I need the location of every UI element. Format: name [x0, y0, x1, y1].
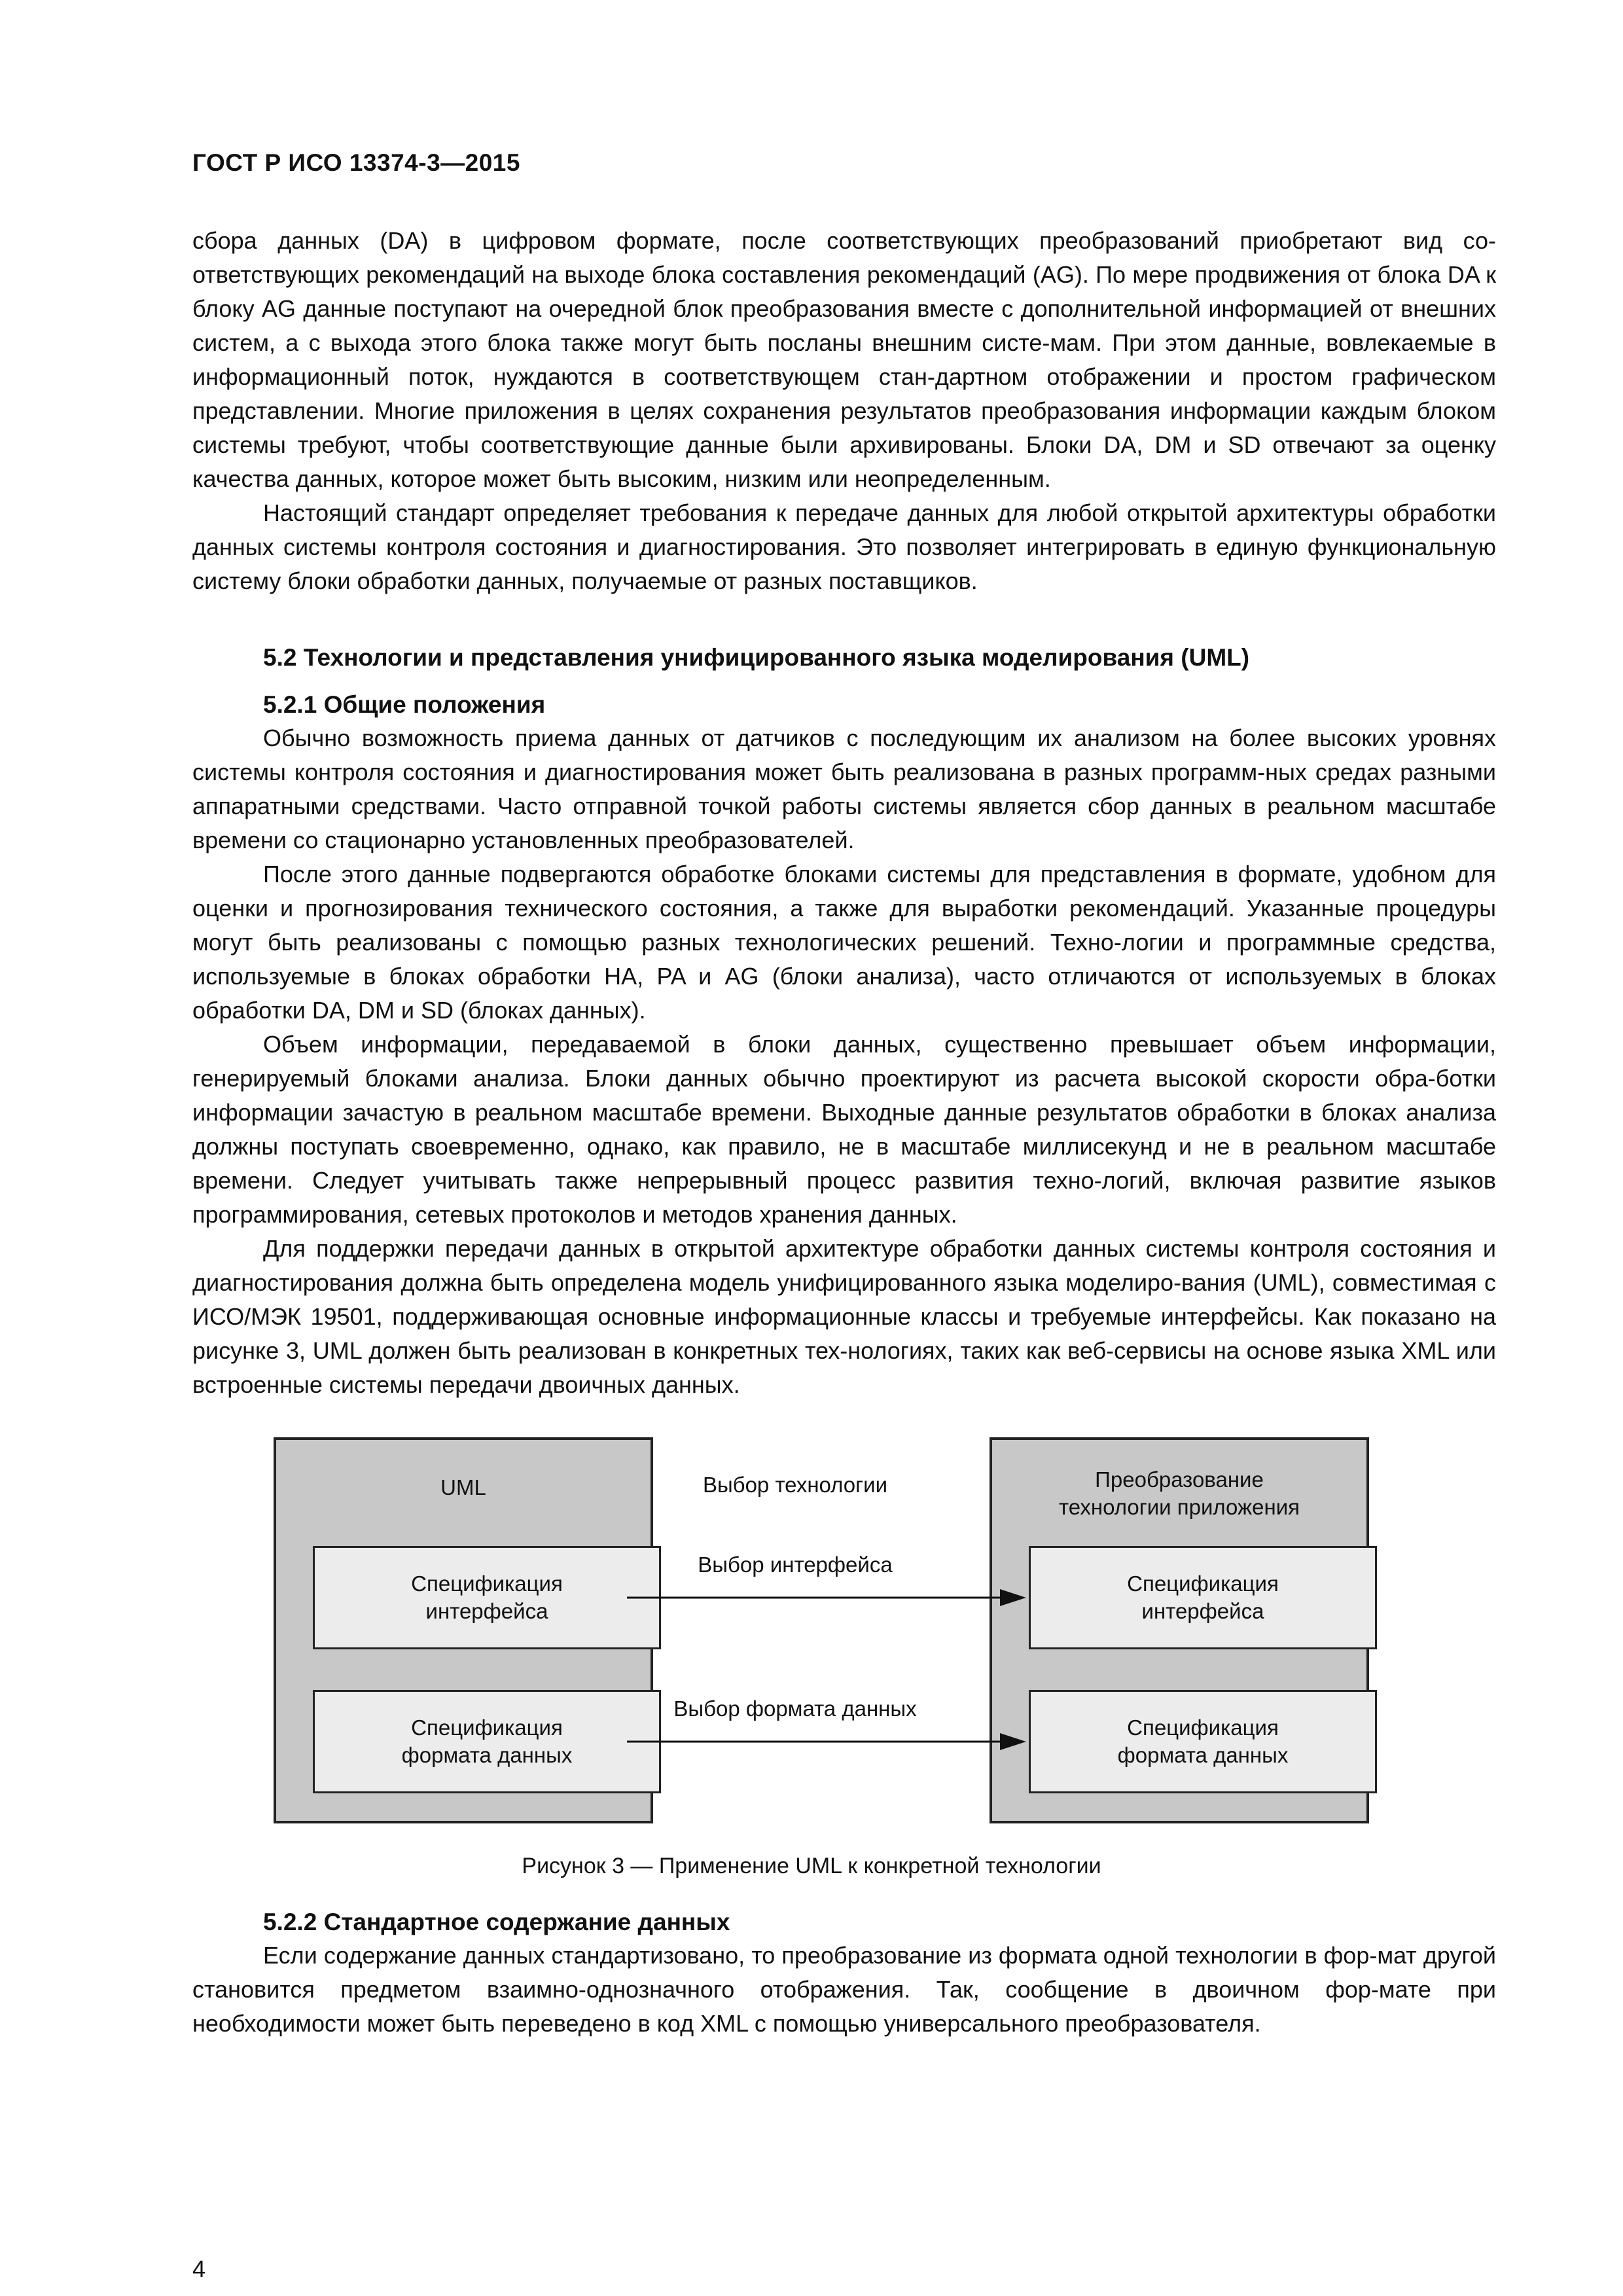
box-label-line: Спецификация — [1127, 1571, 1279, 1596]
paragraph: После этого данные подвергаются обработке блоками системы для представления в формате, удобном для оценки и прогнозирования технического состояния, а также для выработки рекомендаций. Указанные процедуры могут быть реализованы с помощью разных технологических решений. Техно-логии и программные средства, используемые в блоках обработки HA, PA и AG (блоки анализа), часто отличаются от используемых в блоках обработки DA, DM и SD (блоках данных). — [192, 861, 1496, 1024]
box-label-line: интерфейса — [425, 1599, 548, 1623]
figure-arrows — [274, 1437, 1310, 1830]
box-label-line: формата данных — [1117, 1743, 1289, 1767]
box-label-line: интерфейса — [1141, 1599, 1264, 1623]
paragraph: Объем информации, передаваемой в блоки данных, существенно превышает объем информации, генерируемый блоками анализа. Блоки данных обычно проектируют из расчета высокой скорости обра-ботки информации зачастую в реальном масштабе времени. Выходные данные результатов обработки в блоках анализа должны поступать своевременно, однако, как правило, не в масштабе миллисекунд и не в реальном масштабе времени. Следует учитывать также непрерывный процесс развития техно-логий, включая развитие языков программирования, сетевых протоколов и методов хранения данных. — [192, 1031, 1496, 1228]
arrow-interface — [627, 1589, 1026, 1606]
uml-box-title: UML — [440, 1475, 486, 1499]
box-title-line: технологии приложения — [1059, 1495, 1300, 1519]
section-5-2-2-text — [192, 1939, 1496, 2041]
paragraph: Обычно возможность приема данных от датчиков с последующим их анализом на более высоких уровнях системы контроля состояния и диагностирования может быть реализована в разных программ-ных средах разными аппаратными средствами. Часто отправной точкой работы системы является сбор данных в реальном масштабе времени со стационарно установленных преобразователей. — [192, 725, 1496, 853]
paragraph: сбора данных (DA) в цифровом формате, после соответствующих преобразований приобретают вид со-ответствующих рекомендаций на выходе блока составления рекомендаций (AG). По мере продвижения от блока DA к блоку AG данные поступают на очередной блок преобразования вместе с дополнительной информацией от внешних систем, а с выхода этого блока также могут быть посланы внешним систе-мам. При этом данные, вовлекаемые в информационный поток, нуждаются в соответствующем стан-дартном отображении и простом графическом представлении. Многие приложения в целях сохранения результатов преобразования информации каждым блоком системы требуют, чтобы соответствующие данные были архивированы. Блоки DA, DM и SD отвечают за оценку качества данных, которое может быть высоким, низким или неопределенным. — [192, 227, 1496, 492]
paragraph: Для поддержки передачи данных в открытой архитектуре обработки данных системы контроля состояния и диагностирования должна быть определена модель унифицированного языка моделиро-вания (UML), совместимая с ИСО/МЭК 19501, поддерживающая основные информационные классы и требуемые интерфейсы. Как показано на рисунке 3, UML должен быть реализован в конкретных тех-нологиях, таких как веб-сервисы на основе языка XML или встроенные системы передачи двоичных данных. — [192, 1235, 1496, 1398]
technology-choice-label: Выбор технологии — [702, 1473, 888, 1497]
figure-caption: Рисунок 3 — Применение UML к конкретной технологии — [522, 1854, 1101, 1878]
section-heading-5-2-1: 5.2.1 Общие положения — [263, 691, 546, 718]
continuation-text — [192, 224, 1496, 598]
paragraph: Настоящий стандарт определяет требования к передаче данных для любой открытой архитектуры обработки данных системы контроля состояния и диагностирования. Это позволяет интегрировать в единую функциональную систему блоки обработки данных, получаемые от разных поставщиков. — [192, 499, 1496, 594]
data-format-choice-label: Выбор формата данных — [673, 1696, 917, 1721]
box-title-line: Преобразование — [1095, 1467, 1264, 1492]
paragraph: Если содержание данных стандартизовано, то преобразование из формата одной технологии в фор-мат другой становится предметом взаимно-однозначного отображения. Так, сообщение в двоичном фор-мате при необходимости может быть переведено в код XML с помощью универсального преобразователя. — [192, 1942, 1496, 2037]
page-number: 4 — [192, 2255, 206, 2282]
section-heading-5-2-2: 5.2.2 Стандартное содержание данных — [263, 1909, 730, 1935]
figure-3-diagram — [274, 1437, 1310, 1830]
document-header: ГОСТ Р ИСО 13374-3—2015 — [192, 149, 520, 176]
box-label-line: Спецификация — [411, 1571, 563, 1596]
section-5-2-1-text — [192, 721, 1496, 1402]
interface-choice-label: Выбор интерфейса — [698, 1552, 893, 1577]
box-label-line: Спецификация — [411, 1715, 563, 1740]
arrow-data-format — [627, 1733, 1026, 1750]
box-label-line: формата данных — [401, 1743, 573, 1767]
box-label-line: Спецификация — [1127, 1715, 1279, 1740]
section-heading-5-2: 5.2 Технологии и представления унифицированного языка моделирования (UML) — [263, 644, 1250, 671]
